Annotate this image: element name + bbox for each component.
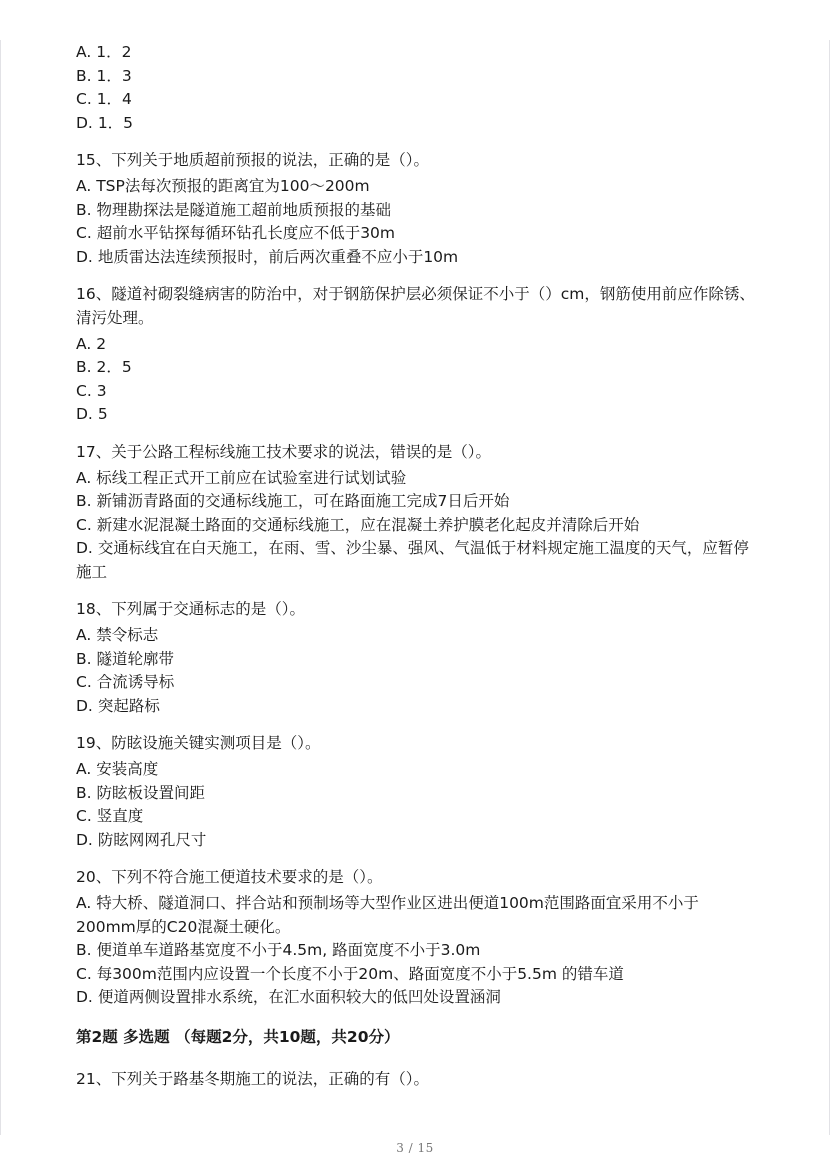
section-heading: 第2题 多选题 （每题2分，共10题，共20分） [76, 1027, 400, 1046]
option-d: D. 防眩网网孔尺寸 [76, 830, 207, 849]
question-stem: 19、防眩设施关键实测项目是（）。 [76, 734, 321, 753]
continued-options [76, 41, 756, 135]
option-b: B. 隧道轮廓带 [76, 649, 175, 668]
question-15 [76, 149, 756, 269]
option-b: B. 1．3 [76, 66, 132, 85]
question-stem: 17、关于公路工程标线施工技术要求的说法，错误的是（）。 [76, 442, 491, 461]
question-stem: 16、隧道衬砌裂缝病害的防治中，对于钢筋保护层必须保证不小于（）cm，钢筋使用前应作除锈、清污处理。 [76, 285, 755, 327]
option-d: D. 便道两侧设置排水系统，在汇水面积较大的低凹处设置涵洞 [76, 988, 501, 1007]
option-b: B. 便道单车道路基宽度不小于4.5m, 路面宽度不小于3.0m [76, 941, 481, 960]
option-d: D. 地质雷达法连续预报时，前后两次重叠不应小于10m [76, 247, 459, 266]
option-b: B. 物理勘探法是隧道施工超前地质预报的基础 [76, 200, 392, 219]
option-c: C. 竖直度 [76, 807, 144, 826]
option-a: A. TSP法每次预报的距离宜为100～200m [76, 176, 370, 195]
question-stem: 15、下列关于地质超前预报的说法，正确的是（）。 [76, 151, 429, 170]
option-c: C. 3 [76, 381, 107, 400]
question-17 [76, 441, 756, 585]
option-a: A. 禁令标志 [76, 626, 159, 645]
question-stem: 18、下列属于交通标志的是（）。 [76, 600, 305, 619]
option-a: A. 1．2 [76, 43, 132, 61]
question-20 [76, 866, 756, 1010]
option-b: B. 新铺沥青路面的交通标线施工，可在路面施工完成7日后开始 [76, 492, 510, 511]
option-c: C. 1．4 [76, 90, 132, 109]
option-c: C. 新建水泥混凝土路面的交通标线施工，应在混凝土养护膜老化起皮并清除后开始 [76, 515, 640, 534]
option-d: D. 5 [76, 405, 108, 424]
question-21 [76, 1068, 756, 1092]
option-a: A. 特大桥、隧道洞口、拌合站和预制场等大型作业区进出便道100m范围路面宜采用不小于200mm厚的C20混凝土硬化。 [76, 894, 699, 936]
option-a: A. 2 [76, 334, 107, 353]
question-18 [76, 598, 756, 718]
option-b: B. 防眩板设置间距 [76, 783, 206, 802]
page-content [76, 40, 756, 1093]
option-d: D. 1．5 [76, 113, 134, 132]
option-a: A. 安装高度 [76, 760, 159, 779]
question-stem: 21、下列关于路基冬期施工的说法，正确的有（）。 [76, 1069, 429, 1088]
option-c: C. 超前水平钻探每循环钻孔长度应不低于30m [76, 224, 396, 243]
option-d: D. 突起路标 [76, 696, 160, 715]
page-number: 3 / 15 [396, 1141, 434, 1155]
question-16 [76, 283, 756, 427]
option-b: B. 2．5 [76, 358, 132, 377]
option-d: D. 交通标线宜在白天施工，在雨、雪、沙尘暴、强风、气温低于材料规定施工温度的天气，应暂停施工 [76, 539, 749, 581]
document-page [0, 40, 830, 1135]
question-stem: 20、下列不符合施工便道技术要求的是（）。 [76, 868, 383, 887]
option-c: C. 每300m范围内应设置一个长度不小于20m、路面宽度不小于5.5m 的错车道 [76, 964, 624, 983]
option-a: A. 标线工程正式开工前应在试验室进行试划试验 [76, 468, 407, 487]
question-19 [76, 732, 756, 852]
option-c: C. 合流诱导标 [76, 673, 175, 692]
